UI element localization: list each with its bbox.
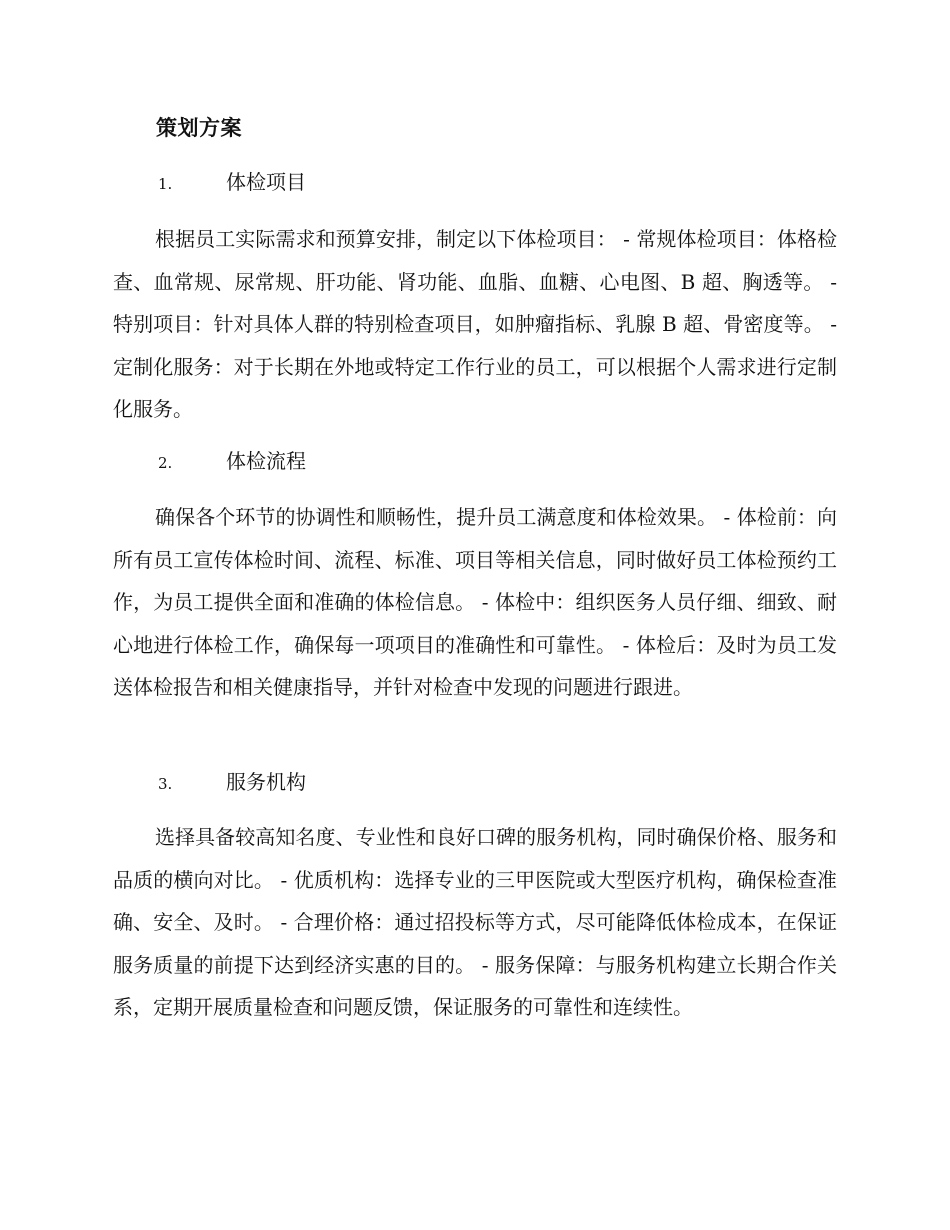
section-number: 2. [158,454,173,472]
section-heading-text: 服务机构 [226,770,306,794]
section-heading-3 [158,766,306,800]
section-number: 3. [158,775,173,793]
section-body-1: 根据员工实际需求和预算安排，制定以下体检项目： - 常规体检项目：体格检查、血常规、尿常规、肝功能、肾功能、血脂、血糖、心电图、B 超、胸透等。 - 特别项目：针对具体人群的特别检查项目，如肿瘤指标、乳腺 B 超、骨密度等。 - 定制化服务：对于长期在外地或特定工作行业的员工，可以根据个人需求进行定制化服务。 [113,227,837,421]
section-heading-2 [158,445,306,479]
section-number: 1. [158,175,173,193]
section-body-2: 确保各个环节的协调性和顺畅性，提升员工满意度和体检效果。 - 体检前：向所有员工宣传体检时间、流程、标准、项目等相关信息，同时做好员工体检预约工作，为员工提供全面和准确的体检信息。 - 体检中：组织医务人员仔细、细致、耐心地进行体检工作，确保每一项项目的准确性和可靠性。 - 体检后：及时为员工发送体检报告和相关健康指导，并针对检查中发现的问题进行跟进。 [113,505,837,699]
section-heading-1 [158,166,306,200]
section-heading-text: 体检流程 [226,449,306,473]
section-heading-text: 体检项目 [226,170,306,194]
document-title: 策划方案 [156,115,242,140]
section-body-3: 选择具备较高知名度、专业性和良好口碑的服务机构，同时确保价格、服务和品质的横向对比。 - 优质机构：选择专业的三甲医院或大型医疗机构，确保检查准确、安全、及时。 - 合理价格：通过招投标等方式，尽可能降低体检成本，在保证服务质量的前提下达到经济实惠的目的。 - 服务保障：与服务机构建立长期合作关系，定期开展质量检查和问题反馈，保证服务的可靠性和连续性。 [113,825,837,1019]
